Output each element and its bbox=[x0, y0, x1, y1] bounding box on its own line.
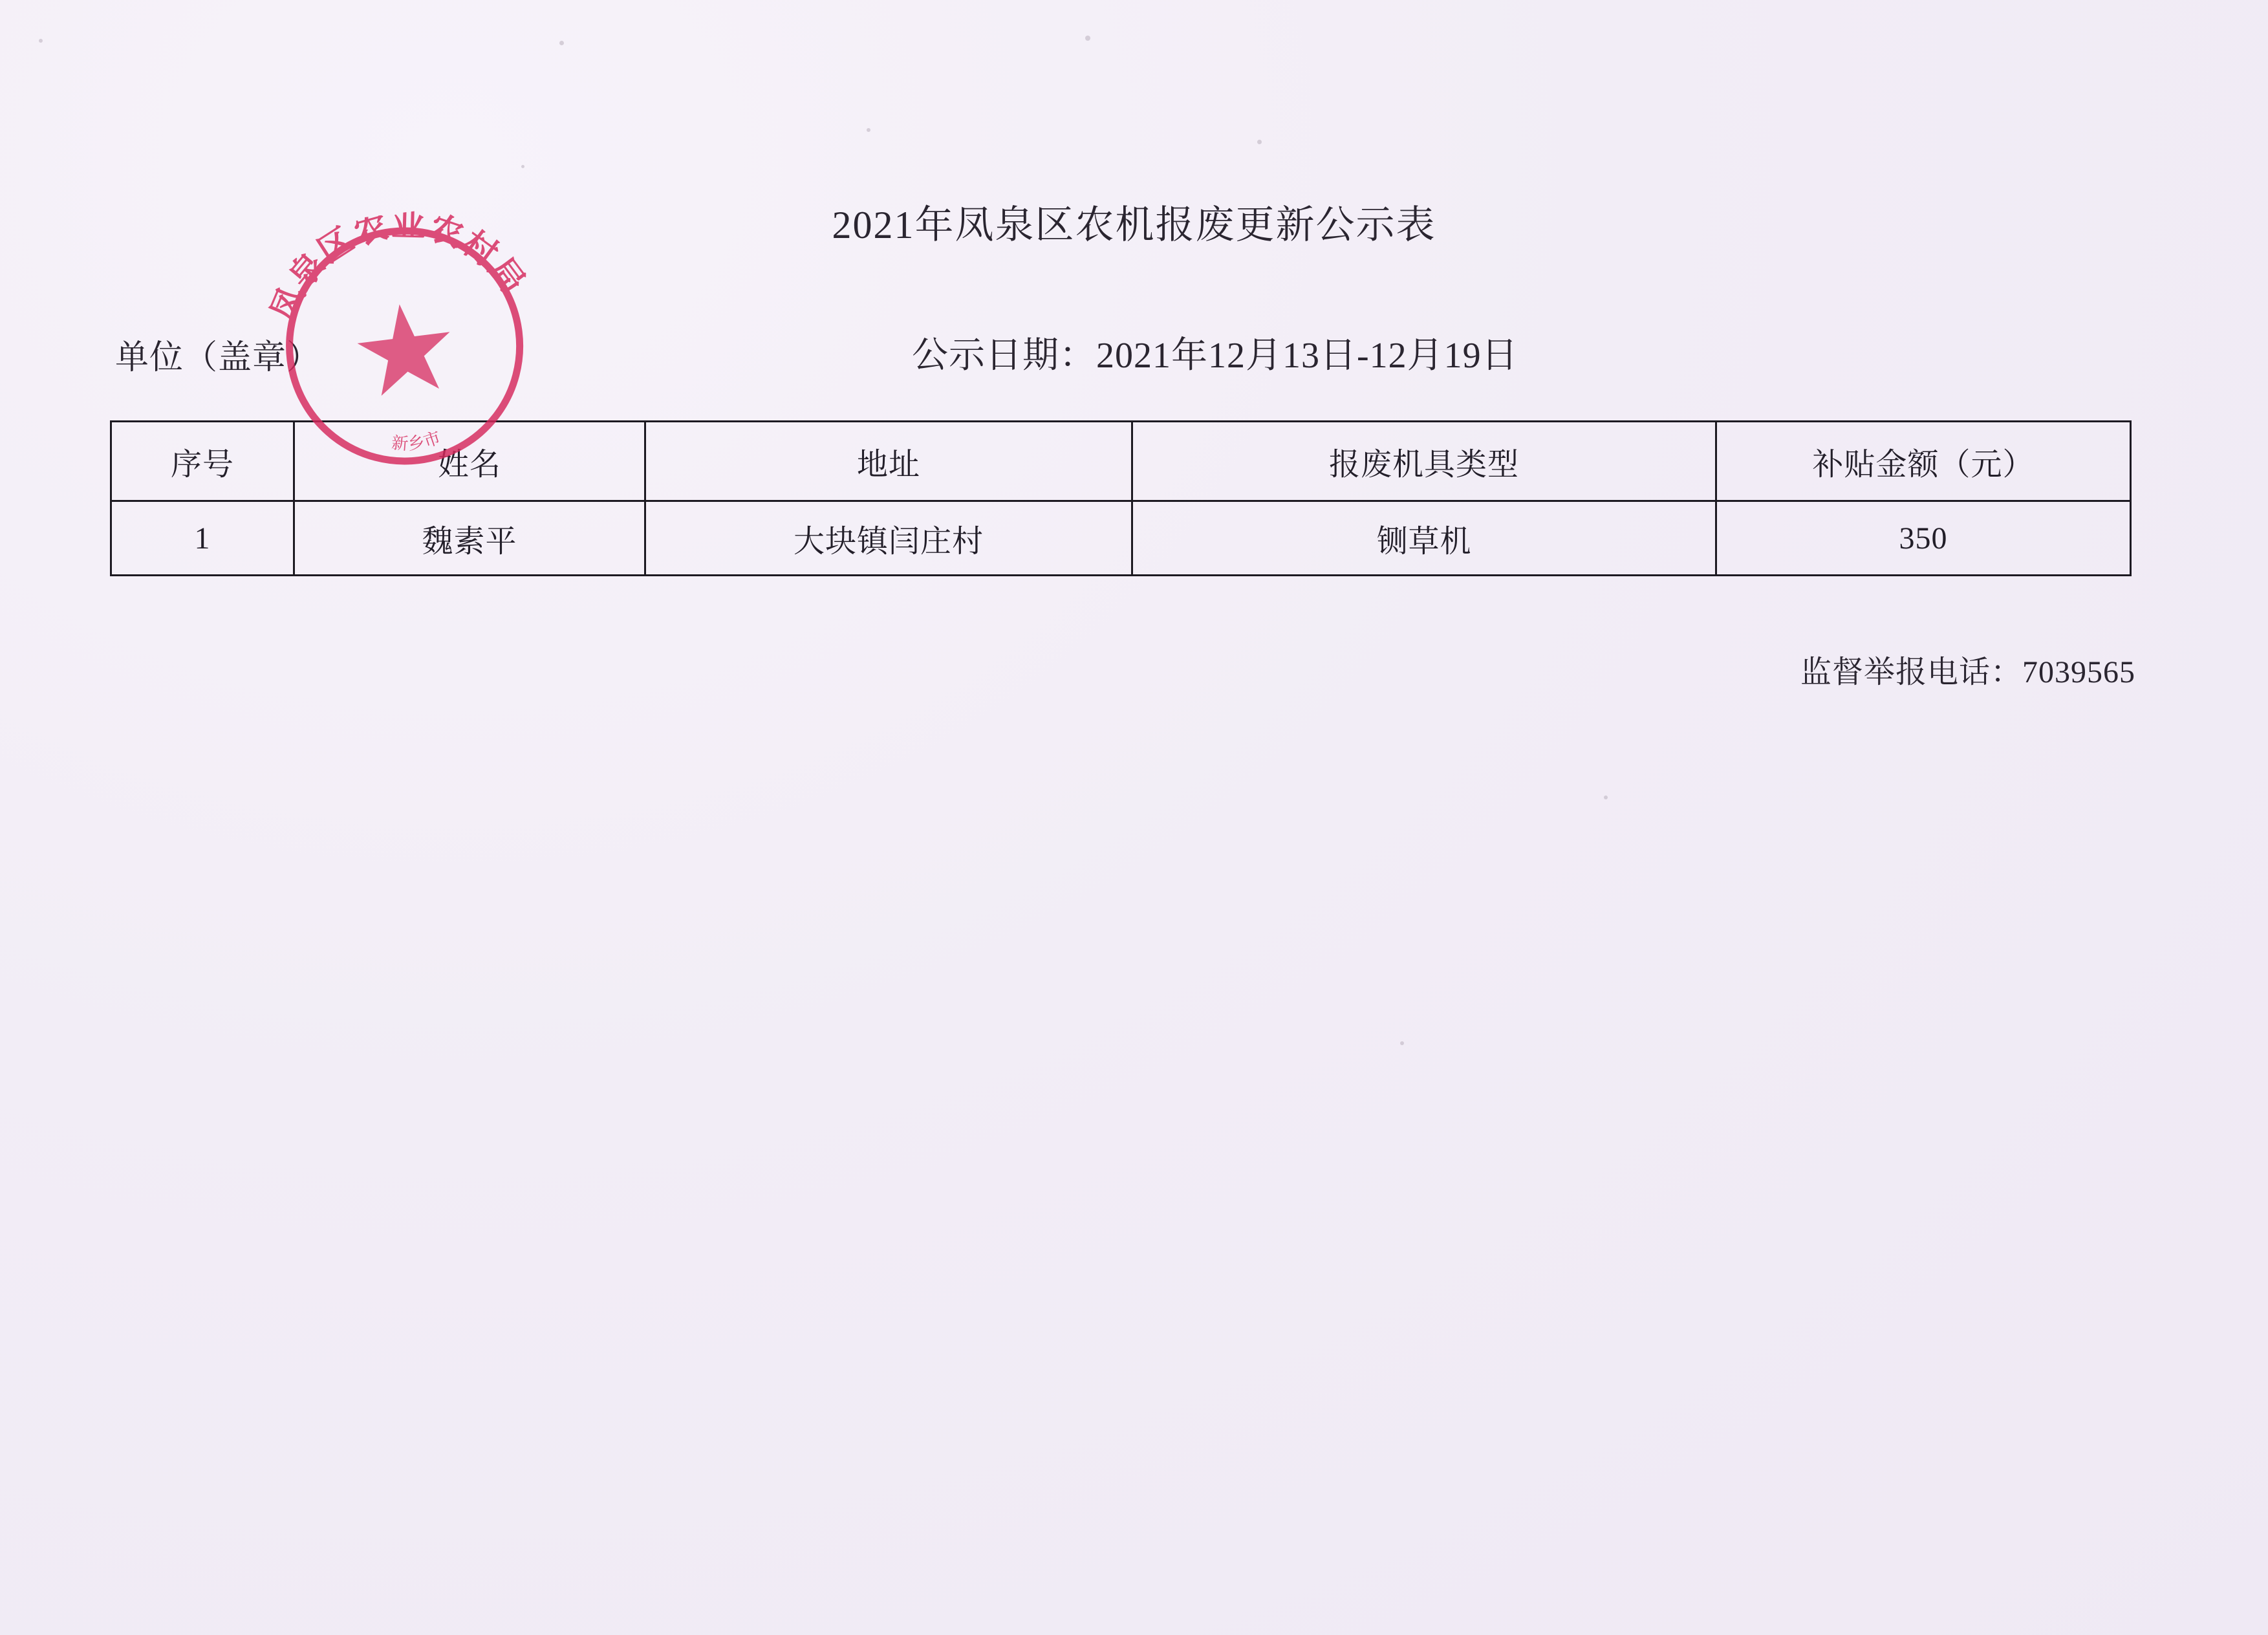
unit-seal-label: 单位（盖章） bbox=[115, 340, 321, 376]
dust-speck bbox=[1604, 796, 1608, 799]
table-header-type: 报废机具类型 bbox=[1132, 422, 1716, 501]
dust-speck bbox=[1085, 36, 1090, 41]
seal-top-text: 凤泉区农业农村局 bbox=[264, 206, 533, 327]
table-header-amount: 补贴金额（元） bbox=[1716, 422, 2131, 501]
dust-speck bbox=[1400, 1041, 1404, 1045]
cell-type: 铡草机 bbox=[1132, 501, 1716, 576]
publicity-date: 公示日期：2021年12月13日-12月19日 bbox=[912, 336, 1518, 376]
dust-speck bbox=[559, 41, 564, 45]
dust-speck bbox=[39, 39, 43, 43]
table-header-row bbox=[111, 422, 2131, 501]
cell-amount: 350 bbox=[1716, 501, 2131, 576]
supervision-phone: 监督举报电话：7039565 bbox=[1800, 655, 2135, 689]
table-header-index: 序号 bbox=[111, 422, 294, 501]
seal-bottom-text: 新乡市 bbox=[391, 428, 444, 454]
publicity-table bbox=[110, 420, 2132, 576]
cell-address: 大块镇闫庄村 bbox=[645, 501, 1132, 576]
dust-speck bbox=[867, 128, 870, 132]
page-title: 2021年凤泉区农机报废更新公示表 bbox=[832, 204, 1436, 246]
cell-name: 魏素平 bbox=[294, 501, 645, 576]
table-header-address: 地址 bbox=[645, 422, 1132, 501]
publicity-table-wrapper bbox=[110, 420, 2055, 576]
table-row bbox=[111, 501, 2131, 576]
table-header-name: 姓名 bbox=[294, 422, 645, 501]
cell-index: 1 bbox=[111, 501, 294, 576]
dust-speck bbox=[521, 165, 524, 168]
dust-speck bbox=[1257, 140, 1262, 144]
seal-star-icon bbox=[353, 299, 457, 398]
